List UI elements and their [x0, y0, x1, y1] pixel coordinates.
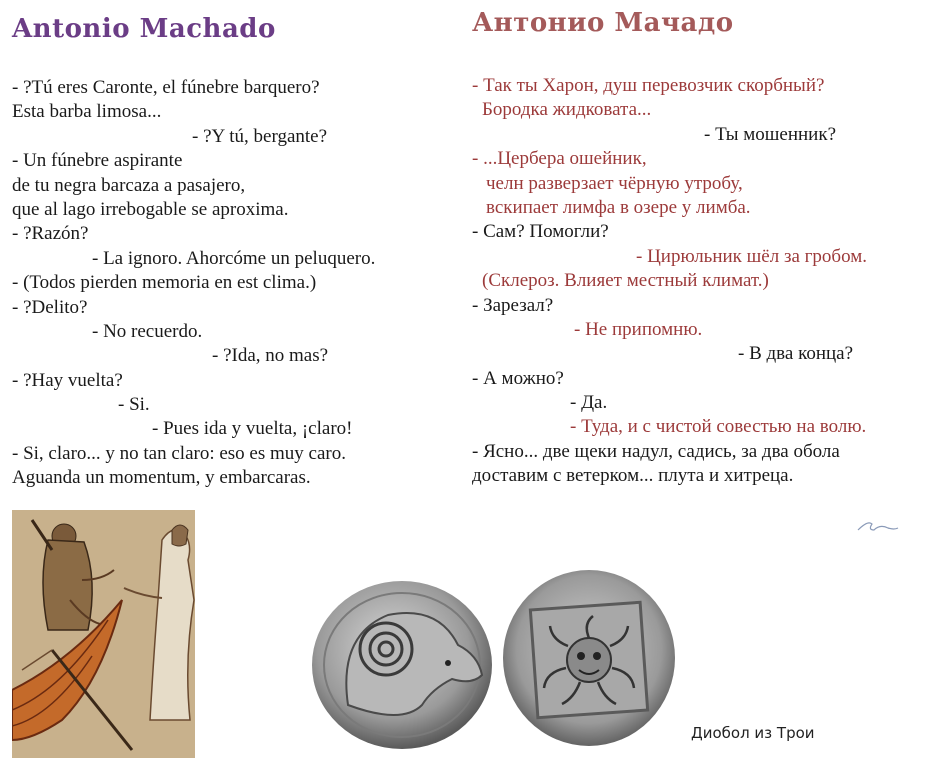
poem-line: - ?Hay vuelta?: [12, 369, 123, 391]
spanish-poem: [12, 76, 375, 491]
poem-line: - В два конца?: [738, 343, 854, 365]
poem-line: - Так ты Харон, душ перевозчик скорбный?: [472, 75, 825, 96]
poem-line: - ...Цербера ошейник,: [472, 148, 647, 170]
coin-caption: Диобол из Трои: [691, 724, 815, 742]
poem-line: - Туда, и с чистой совестью на волю.: [570, 416, 867, 438]
poem-line: - Pues ida y vuelta, ¡claro!: [152, 418, 353, 440]
poem-line: - Un fúnebre aspirante: [12, 150, 183, 172]
poem-line: - Цирюльник шёл за гробом.: [636, 245, 868, 267]
poem-line: - ?Tú eres Caronte, el fúnebre barquero?: [12, 77, 320, 98]
poem-line: - Ясно... две щеки надул, садись, за два обола: [472, 440, 840, 462]
signature-mark: [856, 516, 900, 538]
ram-head-coin: [308, 575, 496, 753]
gorgon-head-coin: [500, 568, 678, 748]
poem-line: - Si.: [118, 394, 150, 416]
poem-line: - А можно?: [472, 367, 564, 389]
poem-line: - Зарезал?: [472, 294, 554, 316]
poem-line: Aguanda un momentum, y embarcaras.: [12, 467, 311, 489]
poem-line: вскипает лимфа в озере у лимба.: [486, 196, 751, 218]
poem-line: челн разверзает чёрную утробу,: [486, 172, 743, 194]
poem-line: que al lago irrebogable se aproxima.: [12, 198, 289, 220]
poem-line: - No recuerdo.: [92, 320, 203, 342]
russian-poem: [472, 74, 867, 489]
poem-line: - La ignoro. Ahorcóme un peluquero.: [92, 247, 376, 269]
poem-line: - ?Y tú, bergante?: [192, 125, 328, 147]
poem-line: - Не припомню.: [574, 318, 703, 340]
poem-line: - Ты мошенник?: [704, 123, 837, 145]
spanish-title: Antonio Machado: [12, 14, 276, 44]
poem-line: Бородка жидковата...: [482, 99, 652, 121]
poem-line: - (Todos pierden memoria en est clima.): [12, 272, 317, 294]
poem-line: доставим с ветерком... плута и хитреца.: [472, 465, 794, 487]
poem-line: - ?Razón?: [12, 223, 89, 245]
poem-line: de tu negra barcaza a pasajero,: [12, 174, 246, 196]
charon-boat-fresco: [12, 510, 195, 758]
poem-line: - Si, claro... y no tan claro: eso es muy caro.: [12, 442, 346, 464]
poem-line: - Да.: [570, 392, 608, 414]
poem-line: - ?Delito?: [12, 296, 88, 318]
poem-line: - ?Ida, no mas?: [212, 345, 329, 367]
russian-title: Антонио Мачадо: [472, 8, 734, 38]
poem-line: (Склероз. Влияет местный климат.): [482, 270, 769, 292]
poem-line: Esta barba limosa...: [12, 101, 162, 123]
poem-line: - Сам? Помогли?: [472, 221, 609, 243]
